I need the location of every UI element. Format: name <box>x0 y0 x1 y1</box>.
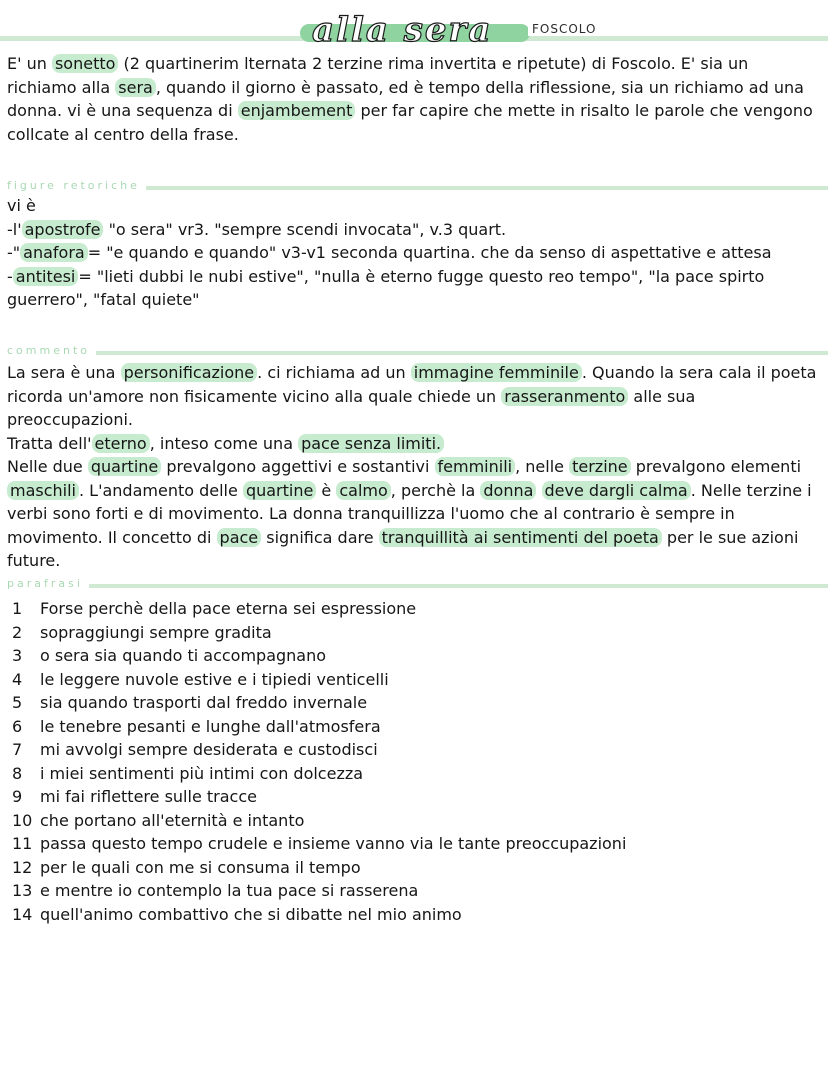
text-run: . Nelle terzine i verbi sono forti e di movimento. La donna tranquillizza l'uomo che al contrario è sempre in movimento. Il concetto di <box>7 480 812 547</box>
line-text: mi fai riflettere sulle tracce <box>40 787 257 806</box>
text-run: - <box>7 266 13 286</box>
line-number: 7 <box>12 740 23 759</box>
list-item <box>12 856 817 880</box>
page-title: alla sera <box>312 10 493 50</box>
highlighted-term: apostrofe <box>22 220 104 239</box>
list-item <box>12 879 817 903</box>
line-text: per le quali con me si consuma il tempo <box>40 857 361 877</box>
highlighted-term: donna <box>480 481 536 500</box>
line-number: 10 <box>12 810 33 830</box>
list-item <box>12 691 817 715</box>
text-run: . ci richiama ad un <box>257 363 411 382</box>
list-item <box>12 644 817 668</box>
highlighted-term: tranquillità ai sentimenti del poeta <box>379 528 662 547</box>
line-number: 3 <box>12 646 23 665</box>
highlighted-term: pace senza limiti. <box>298 434 444 453</box>
figure-line <box>7 218 817 242</box>
text-run: -l' <box>7 219 22 239</box>
text-run: significa dare <box>261 527 379 547</box>
text-run: (2 quartinerim lternata 2 terzine rima invertita e ripetute) di Foscolo. E' sia un richiamo alla <box>7 54 749 97</box>
text-run: . Quando la sera cala il poeta ricorda un'amore non fisicamente vicino alla quale chiede un <box>7 363 817 406</box>
highlighted-term: terzine <box>569 457 631 476</box>
text-run: E' un <box>7 54 52 73</box>
text-run: -" <box>7 243 21 262</box>
highlighted-term: rasseranmento <box>501 387 628 406</box>
text-run: per far capire che mette in risalto le parole che vengono collcate al centro della frase. <box>7 101 813 144</box>
highlighted-term: enjambement <box>238 101 356 120</box>
text-run: , perchè la <box>390 480 481 500</box>
parafrasi-list <box>12 597 817 926</box>
highlighted-term: quartine <box>88 457 161 476</box>
section-heading: figure retoriche <box>7 178 146 194</box>
text-run: per le sue azioni future. <box>7 527 799 570</box>
highlighted-term: sonetto <box>52 54 118 73</box>
list-item <box>12 762 817 786</box>
highlighted-term: calmo <box>336 481 390 500</box>
highlighted-term: quartine <box>243 481 316 500</box>
text-run: alle sua preoccupazioni. <box>7 386 696 429</box>
line-text: che portano all'eternità e intanto <box>40 810 305 830</box>
line-text: le tenebre pesanti e lunghe dall'atmosfera <box>40 716 381 736</box>
line-number: 2 <box>12 622 23 642</box>
text-run: La sera è una <box>7 363 121 382</box>
line-text: Forse perchè della pace eterna sei espressione <box>40 599 417 618</box>
section-commento <box>7 343 828 359</box>
commento-line <box>7 455 817 573</box>
list-item <box>12 738 817 762</box>
line-number: 12 <box>12 857 33 877</box>
line-text: o sera sia quando ti accompagnano <box>40 646 327 665</box>
text-run: Nelle due <box>7 457 88 476</box>
highlighted-term: antitesi <box>13 267 79 286</box>
text-run: vi è <box>7 196 36 215</box>
line-text: sopraggiungi sempre gradita <box>40 622 272 642</box>
commento-paragraph <box>7 361 817 573</box>
text-run: Tratta dell' <box>7 433 92 453</box>
line-text: mi avvolgi sempre desiderata e custodisci <box>40 740 378 759</box>
line-number: 4 <box>12 669 23 689</box>
text-run: prevalgono aggettivi e sostantivi <box>161 457 435 476</box>
line-number: 1 <box>12 599 23 618</box>
line-text: e mentre io contemplo la tua pace si rasserena <box>40 881 419 900</box>
section-figure-retoriche <box>7 178 828 194</box>
section-rule <box>7 584 828 588</box>
line-text: passa questo tempo crudele e insieme vanno via le tante preoccupazioni <box>40 834 627 853</box>
text-run: , inteso come una <box>149 433 299 453</box>
line-text: quell'animo combattivo che si dibatte nel mio animo <box>40 904 462 924</box>
highlighted-term: sera <box>115 78 156 97</box>
text-run: . L'andamento delle <box>79 480 243 500</box>
figure-retoriche-list <box>7 194 817 312</box>
commento-line <box>7 432 817 456</box>
highlighted-term: pace <box>217 528 262 547</box>
highlighted-term: deve dargli calma <box>542 481 691 500</box>
commento-line <box>7 361 817 432</box>
list-item <box>12 621 817 645</box>
highlighted-term: maschili <box>7 481 79 500</box>
highlighted-term: immagine femminile <box>411 363 582 382</box>
text-run: "o sera" vr3. "sempre scendi invocata", v.3 quart. <box>103 219 507 239</box>
text-run: , quando il giorno è passato, ed è tempo della riflessione, sia un richiamo ad una donna. vi è una sequenza di <box>7 77 804 120</box>
highlighted-term: eterno <box>92 434 150 453</box>
text-run: è <box>316 480 337 500</box>
line-number: 14 <box>12 904 33 924</box>
section-heading: commento <box>7 343 96 359</box>
figure-line <box>7 265 817 312</box>
list-item <box>12 715 817 739</box>
text-run: = "lieti dubbi le nubi estive", "nulla è eterno fugge questo reo tempo", "la pace spirto guerrero", "fatal quiete" <box>7 266 765 309</box>
list-item <box>12 785 817 809</box>
highlighted-term: femminili <box>435 457 516 476</box>
text-run: = "e quando e quando" v3-v1 seconda quartina. che da senso di aspettative e attesa <box>87 243 772 262</box>
line-number: 9 <box>12 787 23 806</box>
line-number: 13 <box>12 881 33 900</box>
figure-line <box>7 241 817 265</box>
author-label: FOSCOLO <box>528 22 601 36</box>
intro-text <box>7 52 817 146</box>
list-item <box>12 903 817 927</box>
section-parafrasi <box>7 576 828 592</box>
figure-line <box>7 194 817 218</box>
line-number: 8 <box>12 763 23 783</box>
line-text: le leggere nuvole estive e i tipiedi venticelli <box>40 669 389 689</box>
text-run: , nelle <box>515 457 570 476</box>
list-item <box>12 809 817 833</box>
section-rule <box>7 351 828 355</box>
title-block <box>300 10 504 50</box>
line-number: 11 <box>12 834 33 853</box>
line-text: i miei sentimenti più intimi con dolcezza <box>40 763 364 783</box>
line-number: 5 <box>12 693 23 712</box>
list-item <box>12 668 817 692</box>
line-number: 6 <box>12 716 23 736</box>
list-item <box>12 597 817 621</box>
section-heading: parafrasi <box>7 576 89 592</box>
highlighted-term: anafora <box>20 243 88 262</box>
text-run: prevalgono elementi <box>630 457 802 476</box>
highlighted-term: personificazione <box>121 363 258 382</box>
intro-paragraph <box>7 52 817 146</box>
line-text: sia quando trasporti dal freddo invernale <box>40 693 368 712</box>
text-run <box>536 481 541 500</box>
list-item <box>12 832 817 856</box>
